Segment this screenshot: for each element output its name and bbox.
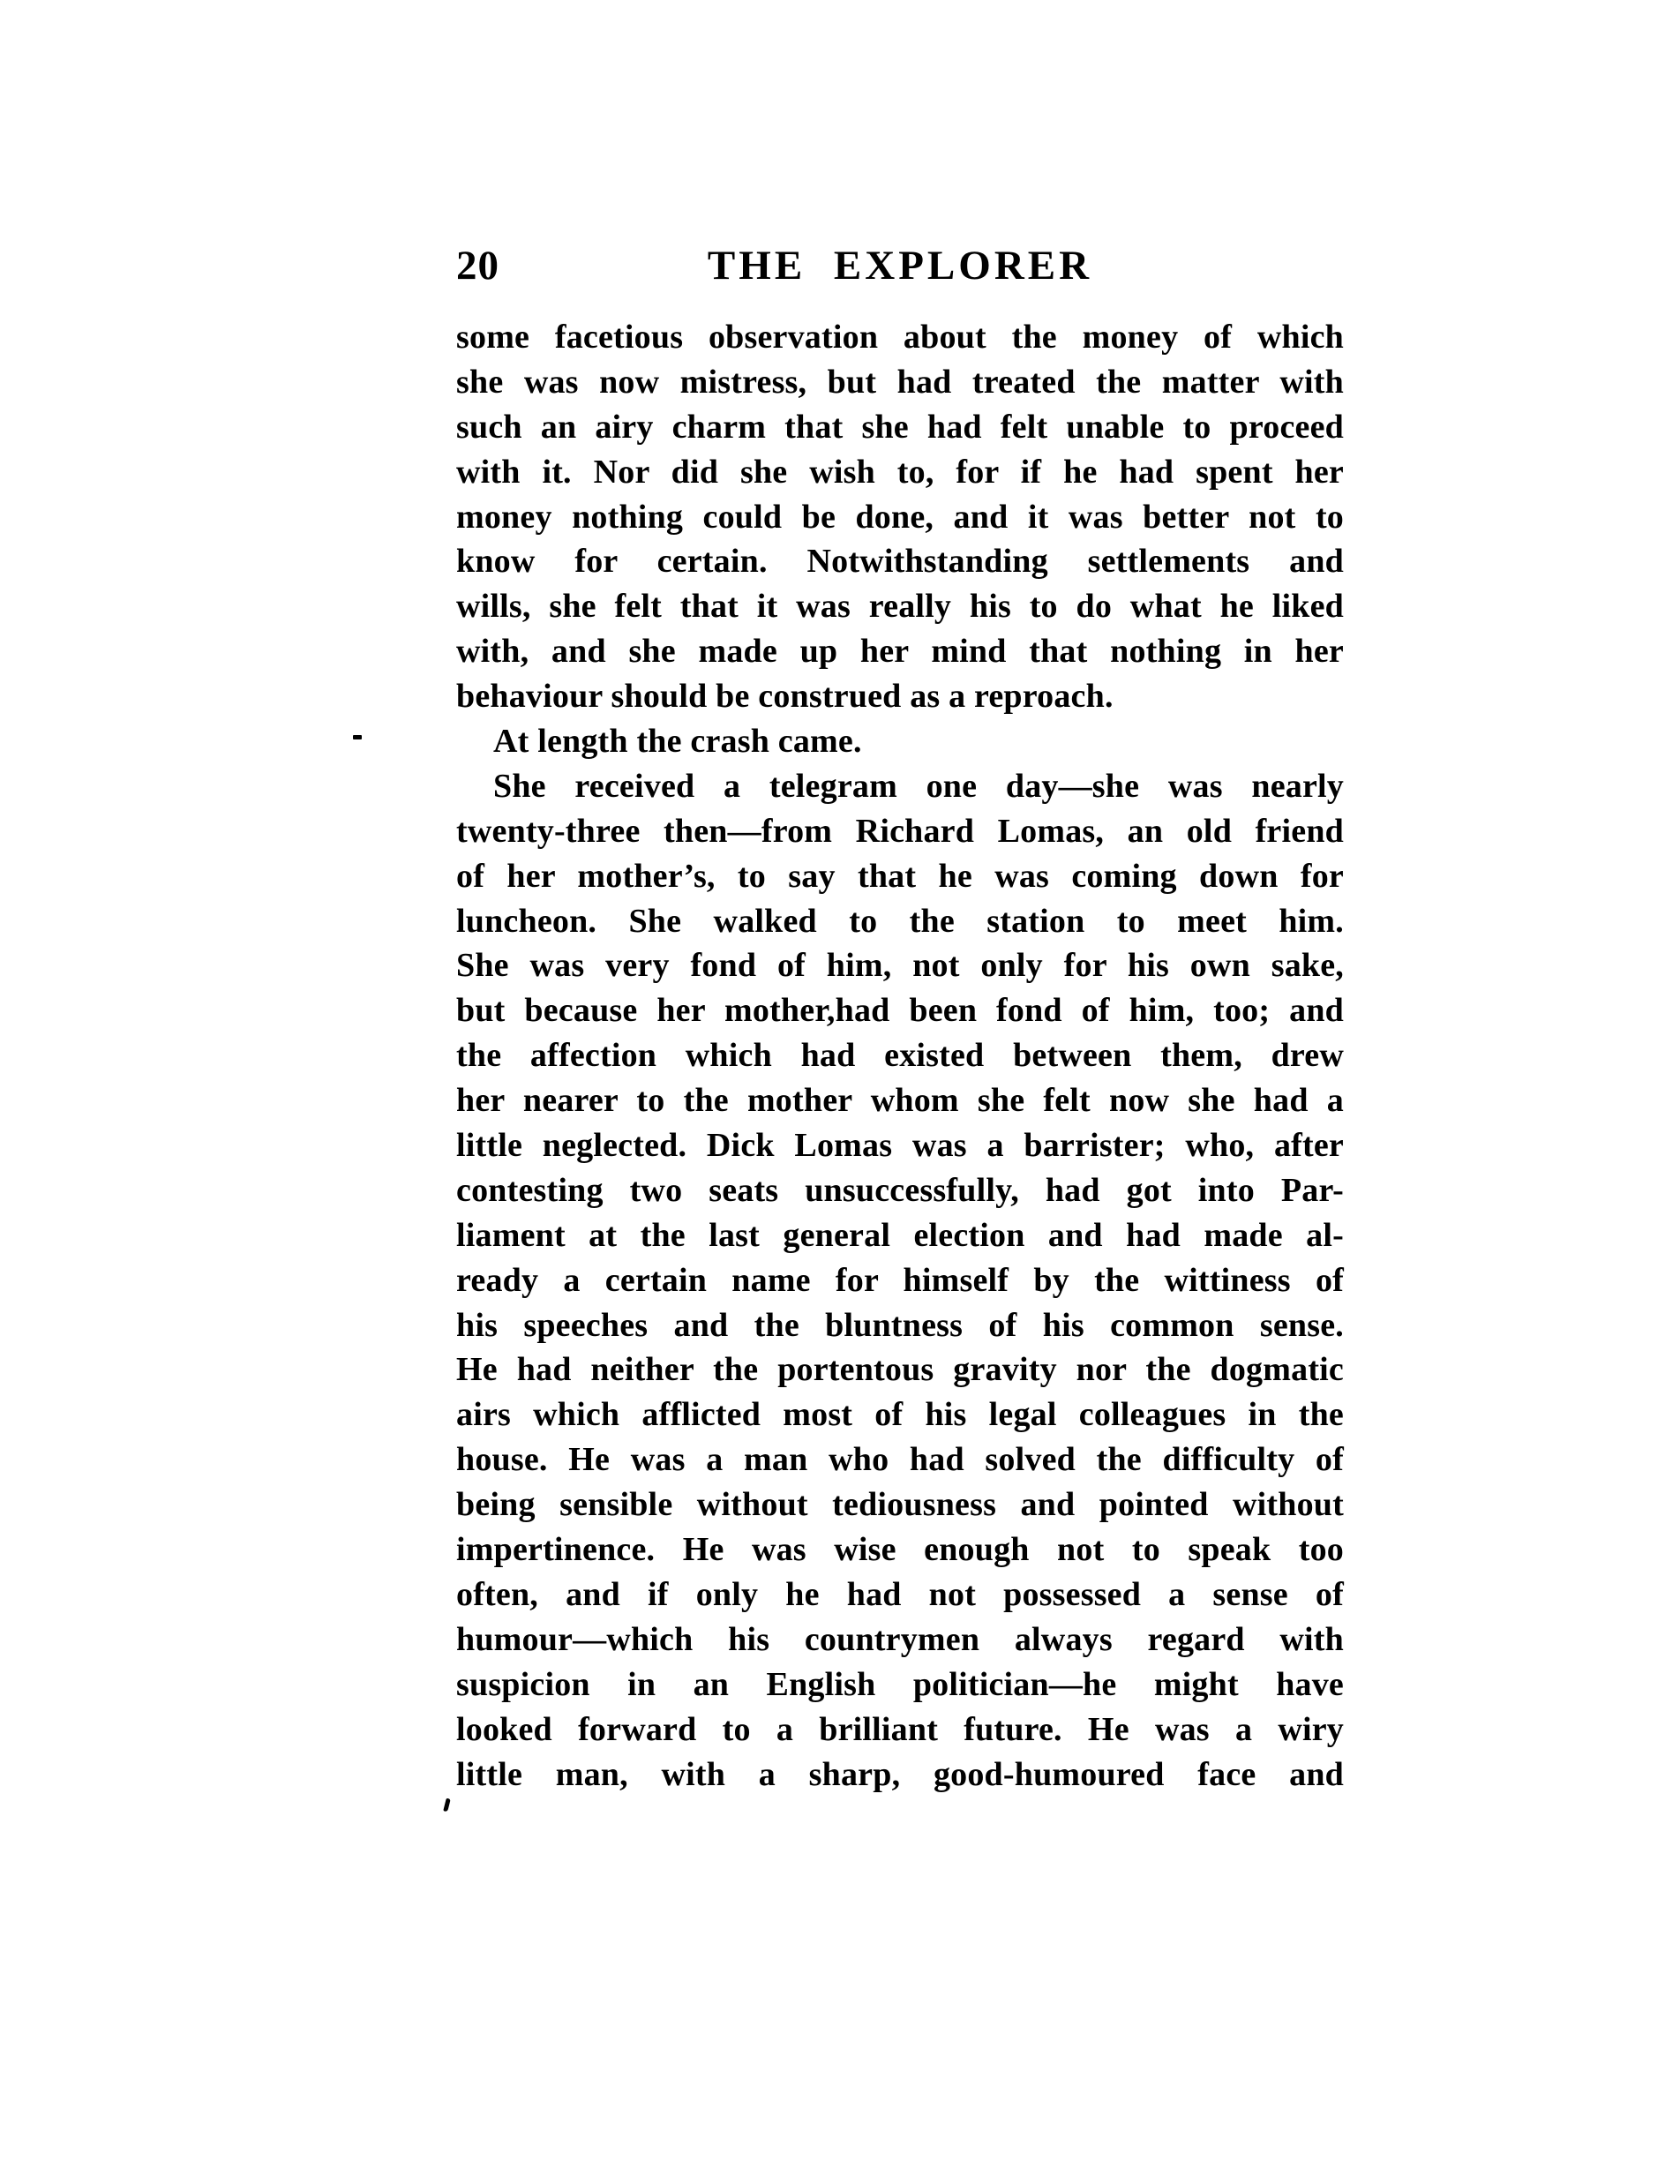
text-line: the affection which had existed between them, drew	[456, 1037, 1344, 1075]
text-line: but because her mother,had been fond of him, too; and	[456, 992, 1344, 1030]
text-line: behaviour should be construed as a reproach.	[456, 678, 1114, 716]
text-line: She was very fond of him, not only for his own sake,	[456, 947, 1344, 985]
text-line: impertinence. He was wise enough not to speak too	[456, 1531, 1344, 1569]
page-number: 20	[456, 243, 499, 289]
text-line: twenty-three then—from Richard Lomas, an old friend	[456, 812, 1344, 850]
text-line: she was now mistress, but had treated the matter with	[456, 363, 1344, 401]
text-line: know for certain. Notwithstanding settlements and	[456, 543, 1344, 581]
running-title: THE EXPLORER	[707, 243, 1093, 289]
text-line: She received a telegram one day—she was nearly	[493, 767, 1344, 805]
text-line: wills, she felt that it was really his to do what he liked	[456, 588, 1344, 626]
text-line: his speeches and the bluntness of his common sense.	[456, 1306, 1344, 1344]
text-line: often, and if only he had not possessed a sense of	[456, 1575, 1344, 1613]
text-line: house. He was a man who had solved the difficulty of	[456, 1441, 1344, 1479]
text-line: with, and she made up her mind that nothing in her	[456, 633, 1344, 671]
body-text-block	[456, 315, 1344, 1797]
text-line: contesting two seats unsuccessfully, had got into Par-	[456, 1171, 1344, 1209]
text-line: airs which afflicted most of his legal colleagues in the	[456, 1396, 1344, 1434]
page-header	[456, 244, 1344, 288]
text-line: humour—which his countrymen always regard with	[456, 1620, 1344, 1658]
text-line: looked forward to a brilliant future. He was a wiry	[456, 1710, 1344, 1748]
text-line: some facetious observation about the money of which	[456, 319, 1344, 356]
text-line: with it. Nor did she wish to, for if he had spent her	[456, 453, 1344, 491]
text-line: ready a certain name for himself by the wittiness of	[456, 1261, 1344, 1299]
text-line: suspicion in an English politician—he might have	[456, 1665, 1344, 1703]
text-line: He had neither the portentous gravity nor the dogmatic	[456, 1351, 1344, 1389]
ink-speck-bottom-left	[443, 1798, 450, 1812]
text-line: luncheon. She walked to the station to meet him.	[456, 902, 1344, 940]
text-line: money nothing could be done, and it was better not to	[456, 498, 1344, 536]
text-line: such an airy charm that she had felt unable to proceed	[456, 408, 1344, 446]
text-line: little neglected. Dick Lomas was a barrister; who, after	[456, 1127, 1344, 1165]
ink-speck-left-margin	[353, 735, 362, 739]
text-line: of her mother’s, to say that he was coming down for	[456, 857, 1344, 895]
text-line: her nearer to the mother whom she felt now she had a	[456, 1082, 1344, 1120]
text-line: little man, with a sharp, good-humoured face and	[456, 1755, 1344, 1793]
text-line: being sensible without tediousness and pointed without	[456, 1486, 1344, 1524]
text-line: liament at the last general election and had made al-	[456, 1216, 1344, 1254]
text-line: At length the crash came.	[493, 723, 862, 761]
